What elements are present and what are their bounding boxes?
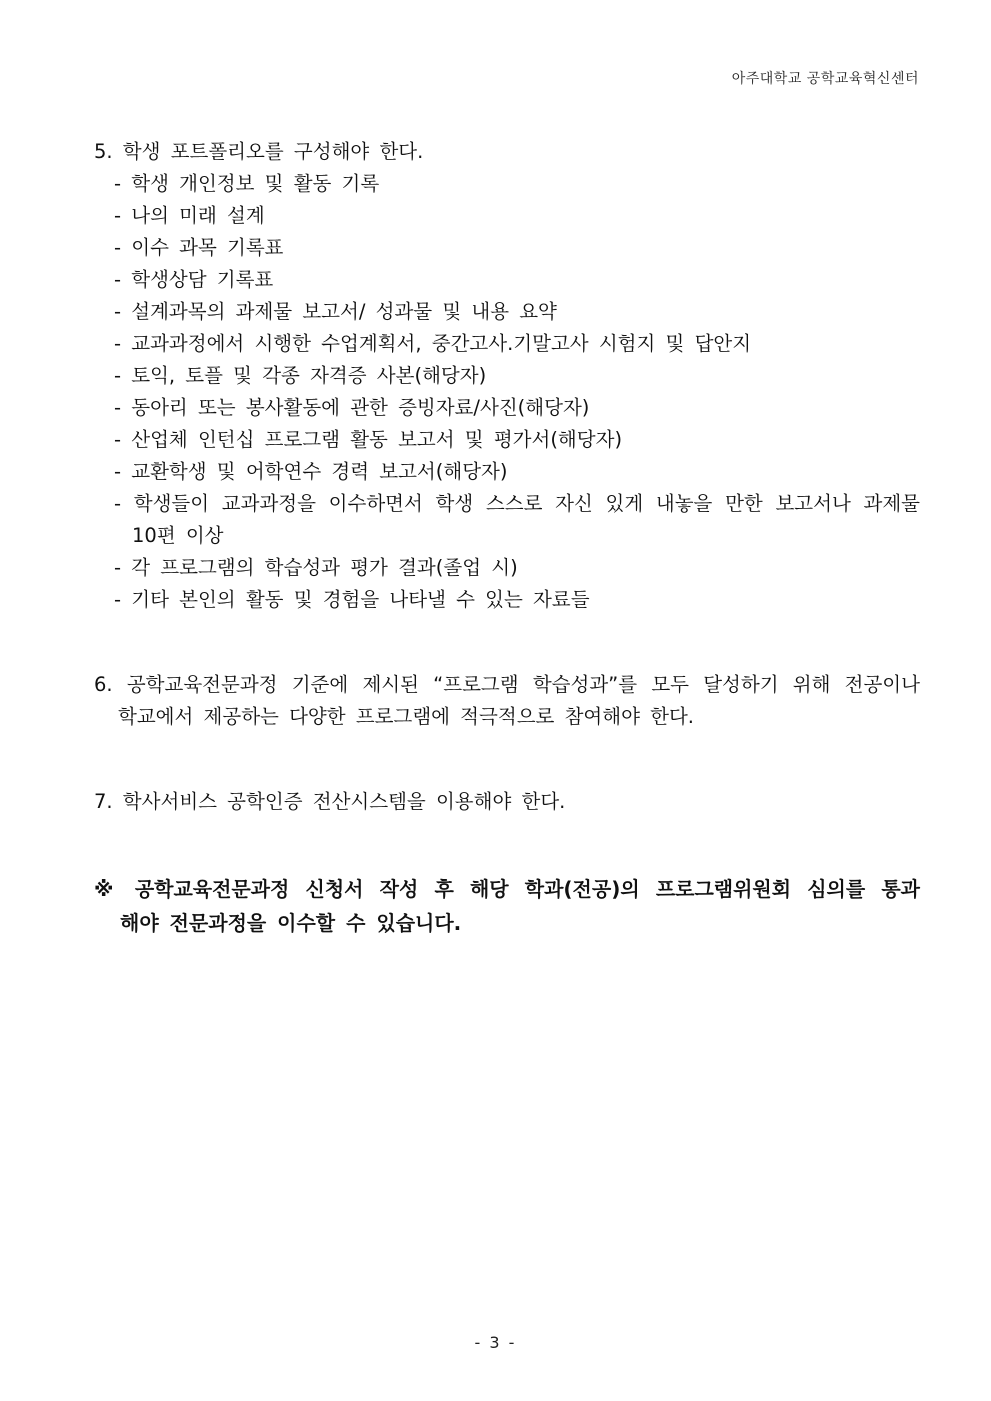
section-6-line-1: 6. 공학교육전문과정 기준에 제시된 “프로그램 학습성과”를 모두 달성하기 위해 전공이나 bbox=[94, 673, 920, 696]
section-5-item: - 이수 과목 기록표 bbox=[114, 236, 284, 259]
section-5-item: - 학생 개인정보 및 활동 기록 bbox=[114, 172, 380, 195]
section-5-heading: 5. 학생 포트폴리오를 구성해야 한다. bbox=[94, 140, 424, 163]
document-body bbox=[94, 136, 920, 940]
section-5-item: - 설계과목의 과제물 보고서/ 성과물 및 내용 요약 bbox=[114, 300, 557, 323]
header-organization: 아주대학교 공학교육혁신센터 bbox=[731, 71, 919, 87]
section-5-item: - 토익, 토플 및 각종 자격증 사본(해당자) bbox=[114, 364, 487, 387]
section-6-line-2: 학교에서 제공하는 다양한 프로그램에 적극적으로 참여해야 한다. bbox=[118, 705, 694, 728]
section-5-item: - 교과과정에서 시행한 수업계획서, 중간고사.기말고사 시험지 및 답안지 bbox=[114, 332, 752, 355]
section-5-item: - 기타 본인의 활동 및 경험을 나타낼 수 있는 자료들 bbox=[114, 588, 590, 611]
notice-line-1: ※ 공학교육전문과정 신청서 작성 후 해당 학과(전공)의 프로그램위원회 심의를 통과 bbox=[94, 877, 920, 901]
section-5-item-long: - 학생들이 교과과정을 이수하면서 학생 스스로 자신 있게 내놓을 만한 보고서나 과제물 bbox=[114, 492, 920, 515]
section-5-item: - 동아리 또는 봉사활동에 관한 증빙자료/사진(해당자) bbox=[114, 396, 590, 419]
section-5-item: - 산업체 인턴십 프로그램 활동 보고서 및 평가서(해당자) bbox=[114, 428, 623, 451]
section-5-item: - 학생상담 기록표 bbox=[114, 268, 274, 291]
notice-line-2: 해야 전문과정을 이수할 수 있습니다. bbox=[120, 911, 462, 935]
section-7-line: 7. 학사서비스 공학인증 전산시스템을 이용해야 한다. bbox=[94, 790, 566, 813]
section-5-item: - 각 프로그램의 학습성과 평가 결과(졸업 시) bbox=[114, 556, 518, 579]
section-5-item: - 교환학생 및 어학연수 경력 보고서(해당자) bbox=[114, 460, 508, 483]
page-number: - 3 - bbox=[474, 1333, 517, 1352]
section-5-item: - 나의 미래 설계 bbox=[114, 204, 265, 227]
section-5-item-long-continuation: 10편 이상 bbox=[132, 524, 224, 547]
